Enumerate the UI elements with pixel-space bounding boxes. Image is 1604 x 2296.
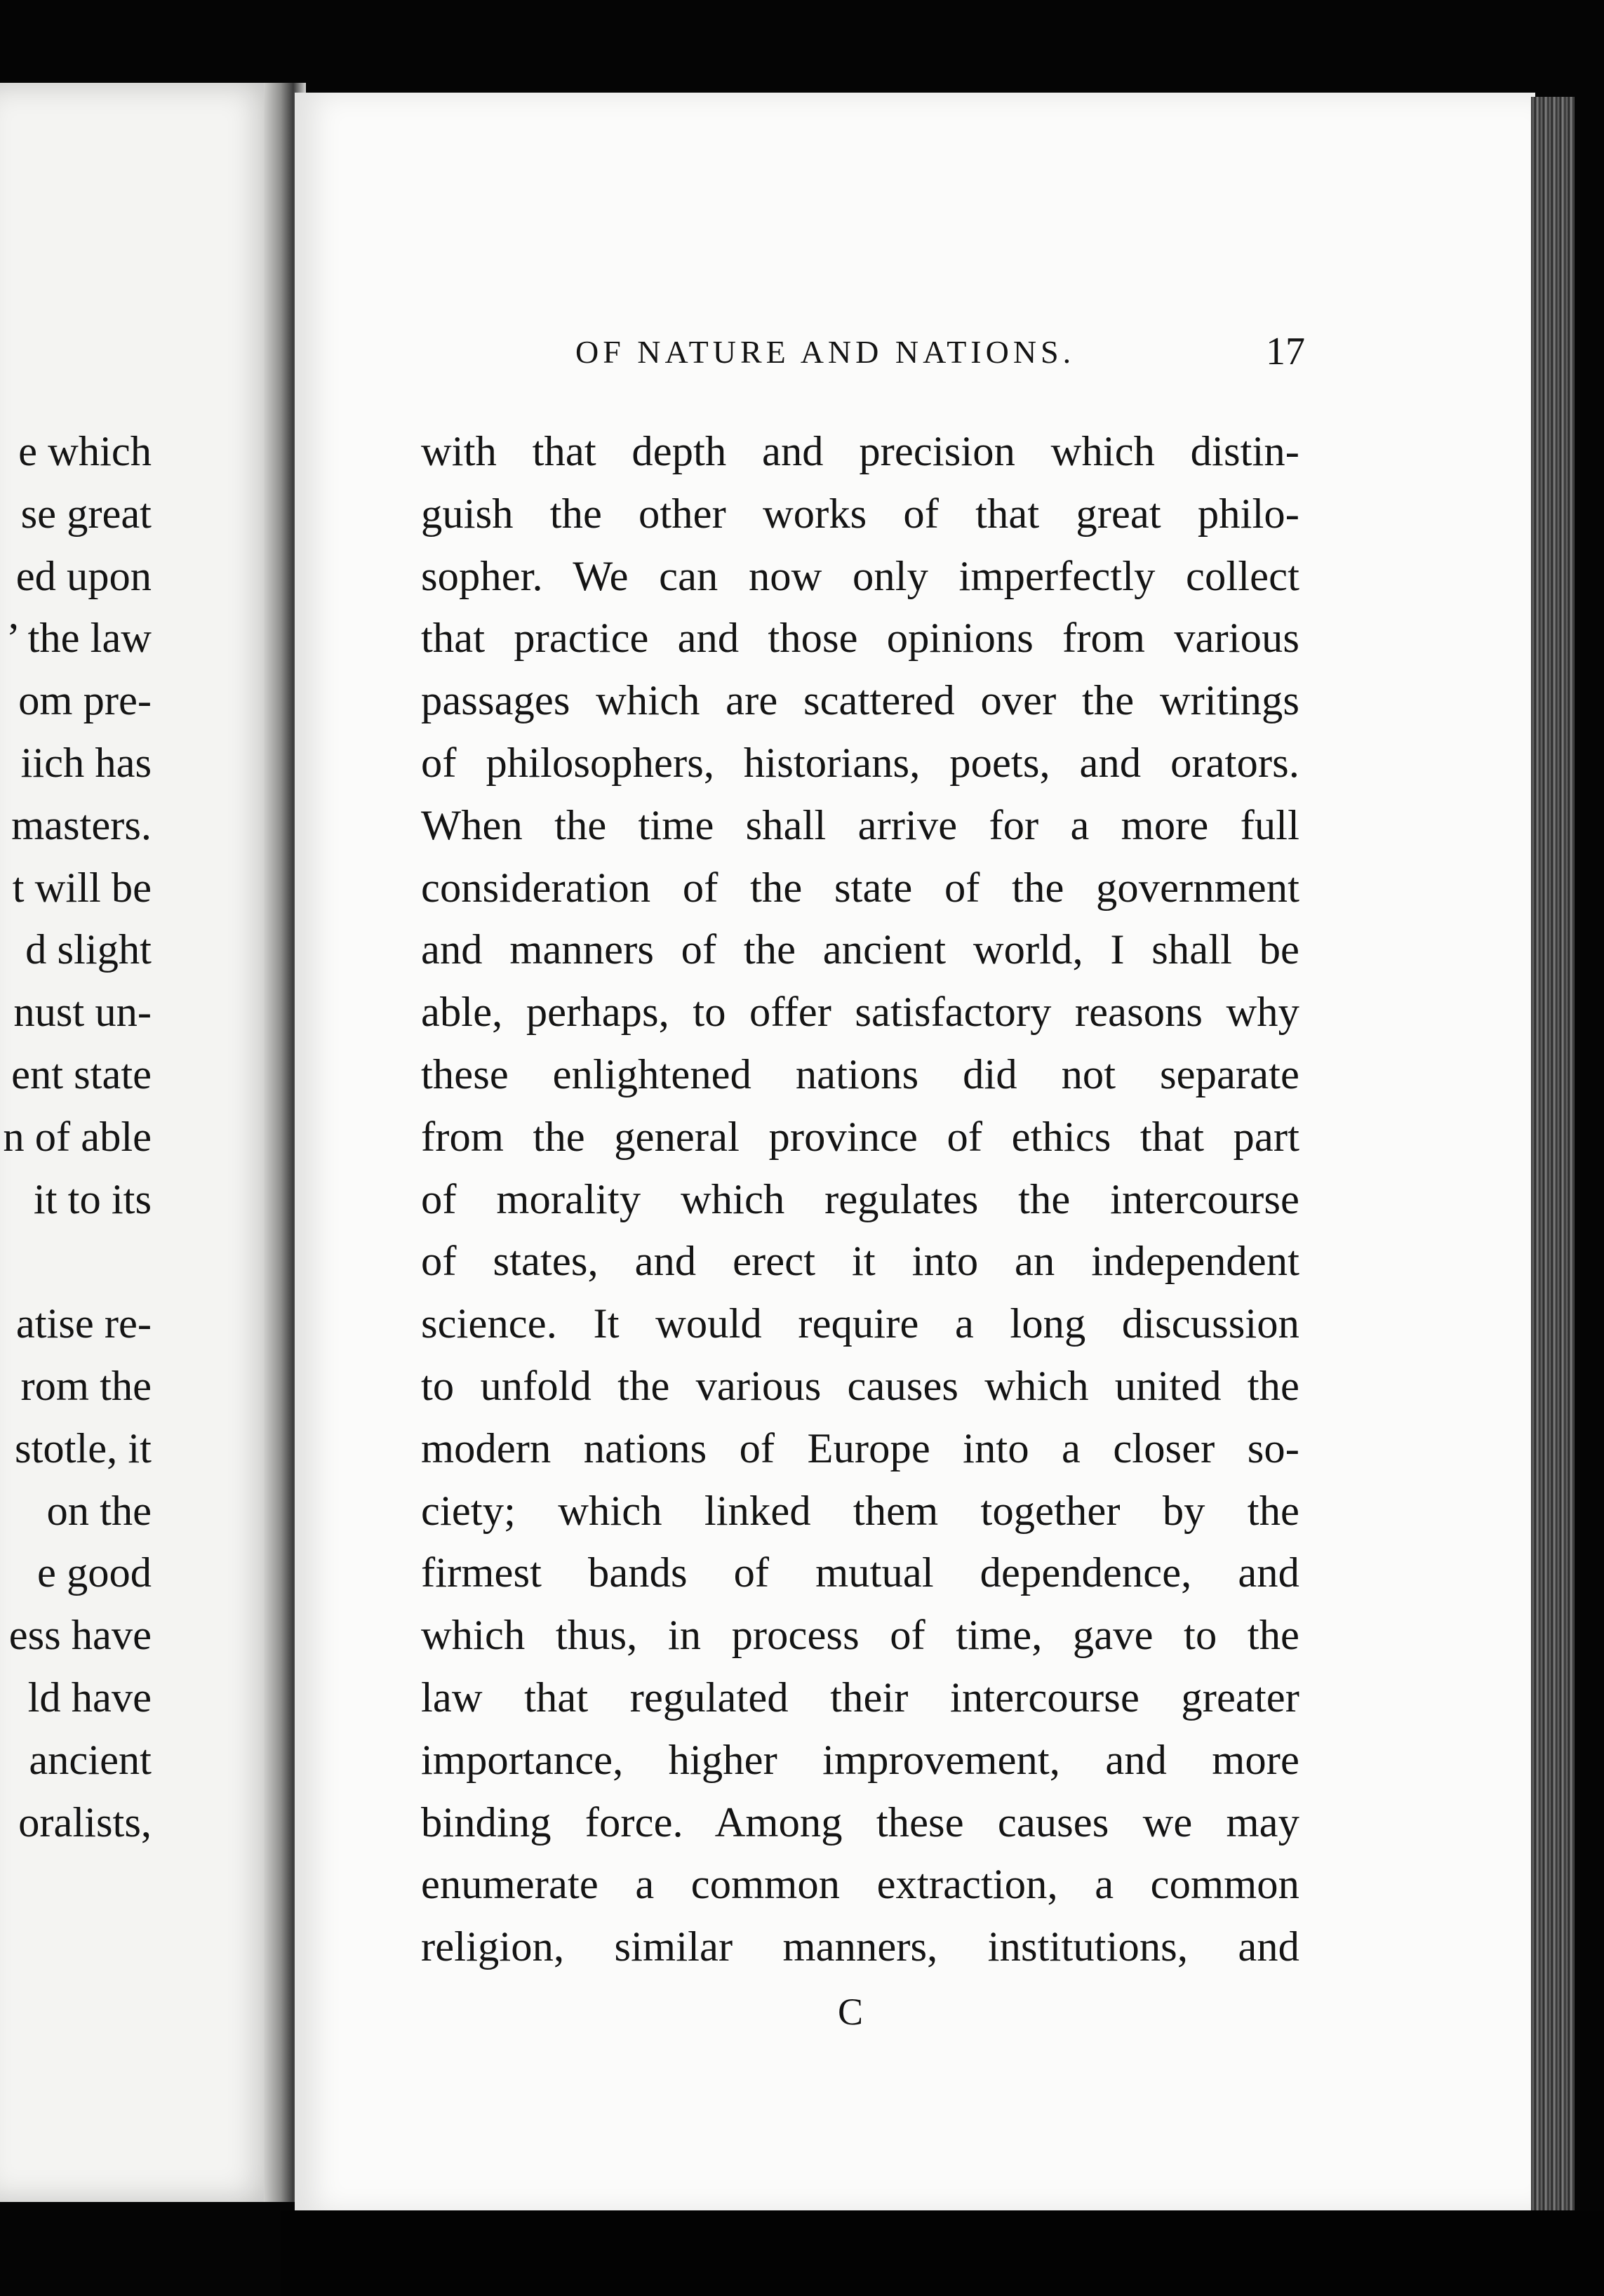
text-line: ciety; which linked them together by the xyxy=(421,1487,1299,1535)
page-edge-stack xyxy=(1531,97,1575,2223)
text-line: consideration of the state of the government xyxy=(421,864,1299,912)
text-line: When the time shall arrive for a more full xyxy=(421,801,1299,849)
left-page-line: nust un- xyxy=(13,989,152,1036)
left-page-line: oralists, xyxy=(18,1798,152,1846)
text-line: law that regulated their intercourse greater xyxy=(421,1674,1299,1721)
text-line: modern nations of Europe into a closer so- xyxy=(421,1424,1299,1472)
text-line: from the general province of ethics that part xyxy=(421,1113,1299,1161)
text-line: enumerate a common extraction, a common xyxy=(421,1861,1299,1909)
text-line: firmest bands of mutual dependence, and xyxy=(421,1549,1299,1597)
running-title: OF NATURE AND NATIONS. xyxy=(575,334,1076,370)
left-page-line: ent state xyxy=(11,1051,152,1098)
signature-mark: C xyxy=(838,1991,864,2033)
left-page-line: ancient xyxy=(29,1736,152,1784)
left-page-line: n of able xyxy=(3,1113,152,1161)
left-page-line: stotle, it xyxy=(15,1424,152,1472)
body-text xyxy=(421,421,1299,1979)
left-page-line: rom the xyxy=(20,1363,152,1410)
text-line: religion, similar manners, institutions, and xyxy=(421,1923,1299,1971)
left-page-line: e good xyxy=(37,1549,152,1597)
left-page-line: on the xyxy=(46,1487,152,1535)
left-page-line: ld have xyxy=(27,1674,152,1721)
left-page-line: se great xyxy=(20,490,152,538)
text-line: science. It would require a long discussion xyxy=(421,1300,1299,1348)
text-line: guish the other works of that great philo- xyxy=(421,490,1299,538)
text-line: that practice and those opinions from various xyxy=(421,615,1299,662)
text-line: with that depth and precision which distin- xyxy=(421,428,1299,475)
left-page-line: ’ the law xyxy=(6,615,152,662)
running-head xyxy=(575,330,1305,382)
text-line: and manners of the ancient world, I shall be xyxy=(421,926,1299,974)
left-page-line: d slight xyxy=(25,926,152,974)
text-line: binding force. Among these causes we may xyxy=(421,1798,1299,1846)
left-page-line: om pre- xyxy=(18,677,152,725)
left-page-line: e which xyxy=(18,428,152,475)
left-page-line: it to its xyxy=(33,1175,152,1223)
text-line: to unfold the various causes which united the xyxy=(421,1362,1299,1410)
text-line: of morality which regulates the intercourse xyxy=(421,1175,1299,1223)
left-page-line: atise re- xyxy=(15,1300,152,1348)
text-line: of states, and erect it into an independent xyxy=(421,1238,1299,1286)
scan-background-bottom xyxy=(281,2210,1604,2296)
text-line: passages which are scattered over the writings xyxy=(421,677,1299,725)
left-page-line: t will be xyxy=(12,864,152,912)
text-line: importance, higher improvement, and more xyxy=(421,1736,1299,1784)
text-line: which thus, in process of time, gave to the xyxy=(421,1612,1299,1660)
text-line: these enlightened nations did not separate xyxy=(421,1050,1299,1098)
left-page-line: ed upon xyxy=(15,552,152,600)
text-line: sopher. We can now only imperfectly collect xyxy=(421,552,1299,600)
left-page-line: iich has xyxy=(20,740,152,787)
left-page-line: ess have xyxy=(8,1612,152,1660)
page-number: 17 xyxy=(1266,330,1305,373)
text-line: of philosophers, historians, poets, and orators. xyxy=(421,739,1299,787)
left-page-line: masters. xyxy=(11,801,152,849)
text-line: able, perhaps, to offer satisfactory reasons why xyxy=(421,989,1299,1036)
left-page-text xyxy=(0,0,152,2296)
